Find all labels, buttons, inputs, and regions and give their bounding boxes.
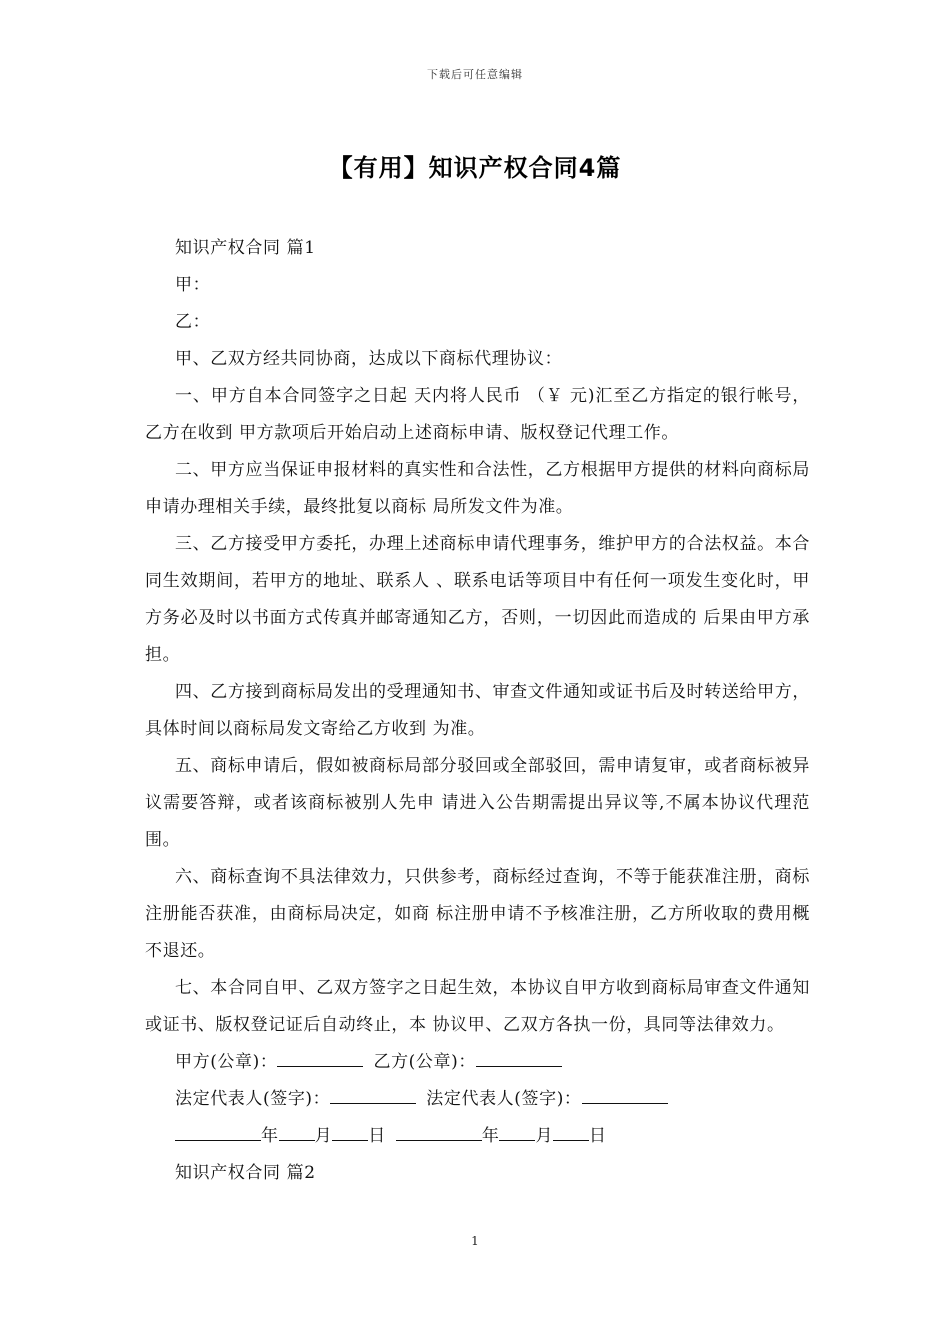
party-b-line: 乙：	[175, 312, 211, 332]
seal-signature-row	[145, 1044, 810, 1081]
clause-3: 三、乙方接受甲方委托，办理上述商标申请代理事务，维护甲方的合法权益。本合同生效期间，若甲方的地址、联系人 、联系电话等项目中有任何一项发生变化时，甲方务必及时以书面方式传真并邮寄通知乙方，否则，一切因此而造成的 后果由甲方承担。	[145, 534, 810, 665]
date-a-year-blank	[175, 1124, 261, 1141]
section-heading: 知识产权合同 篇1	[175, 238, 316, 258]
date-a-day-blank	[332, 1124, 368, 1141]
date-row	[145, 1118, 810, 1155]
clause-7: 七、本合同自甲、乙双方签字之日起生效，本协议自甲方收到商标局审查文件通知或证书、版权登记证后自动终止，本 协议甲、乙双方各执一份，具同等法律效力。	[145, 978, 810, 1035]
date-a-day-label: 日	[368, 1126, 386, 1146]
date-a-month-blank	[279, 1124, 315, 1141]
date-b-day-label: 日	[589, 1126, 607, 1146]
party-a-seal-blank	[277, 1050, 363, 1067]
document-body	[145, 230, 810, 1192]
party-b-rep-blank	[582, 1087, 668, 1104]
date-a-month-label: 月	[314, 1126, 333, 1146]
document-title: 【有用】知识产权合同4篇	[328, 154, 622, 182]
section-heading-2: 知识产权合同 篇2	[175, 1163, 316, 1183]
party-a-seal-label: 甲方(公章)：	[175, 1052, 278, 1072]
party-a-rep-blank	[330, 1087, 416, 1104]
representative-signature-row	[145, 1081, 810, 1118]
date-b-month-label: 月	[535, 1126, 554, 1146]
party-b-seal-label: 乙方(公章)：	[373, 1052, 476, 1072]
party-b-seal-blank	[476, 1050, 562, 1067]
intro-paragraph: 甲、乙双方经共同协商，达成以下商标代理协议：	[175, 349, 563, 369]
date-b-month-blank	[499, 1124, 535, 1141]
date-b-year-label: 年	[481, 1126, 500, 1146]
party-a-line: 甲：	[175, 275, 211, 295]
clause-2: 二、甲方应当保证申报材料的真实性和合法性，乙方根据甲方提供的材料向商标局申请办理相关手续，最终批复以商标 局所发文件为准。	[145, 460, 810, 517]
date-b-year-blank	[396, 1124, 482, 1141]
clause-6: 六、商标查询不具法律效力，只供参考，商标经过查询，不等于能获准注册，商标注册能否获准，由商标局决定，如商 标注册申请不予核准注册，乙方所收取的费用概不退还。	[145, 867, 810, 961]
party-b-rep-label: 法定代表人(签字)：	[426, 1089, 582, 1109]
clause-1: 一、甲方自本合同签字之日起 天内将人民币 （￥ 元)汇至乙方指定的银行帐号，乙方在收到 甲方款项后开始启动上述商标申请、版权登记代理工作。	[145, 386, 810, 443]
header-note: 下载后可任意编辑	[427, 68, 523, 81]
page-number: 1	[471, 1234, 479, 1248]
date-a-year-label: 年	[261, 1126, 279, 1146]
party-a-rep-label: 法定代表人(签字)：	[175, 1089, 331, 1109]
clause-4: 四、乙方接到商标局发出的受理通知书、审查文件通知或证书后及时转送给甲方，具体时间以商标局发文寄给乙方收到 为准。	[145, 682, 810, 739]
date-b-day-blank	[553, 1124, 589, 1141]
clause-5: 五、商标申请后，假如被商标局部分驳回或全部驳回，需申请复审，或者商标被异议需要答辩，或者该商标被别人先申 请进入公告期需提出异议等,不属本协议代理范围。	[145, 756, 810, 850]
